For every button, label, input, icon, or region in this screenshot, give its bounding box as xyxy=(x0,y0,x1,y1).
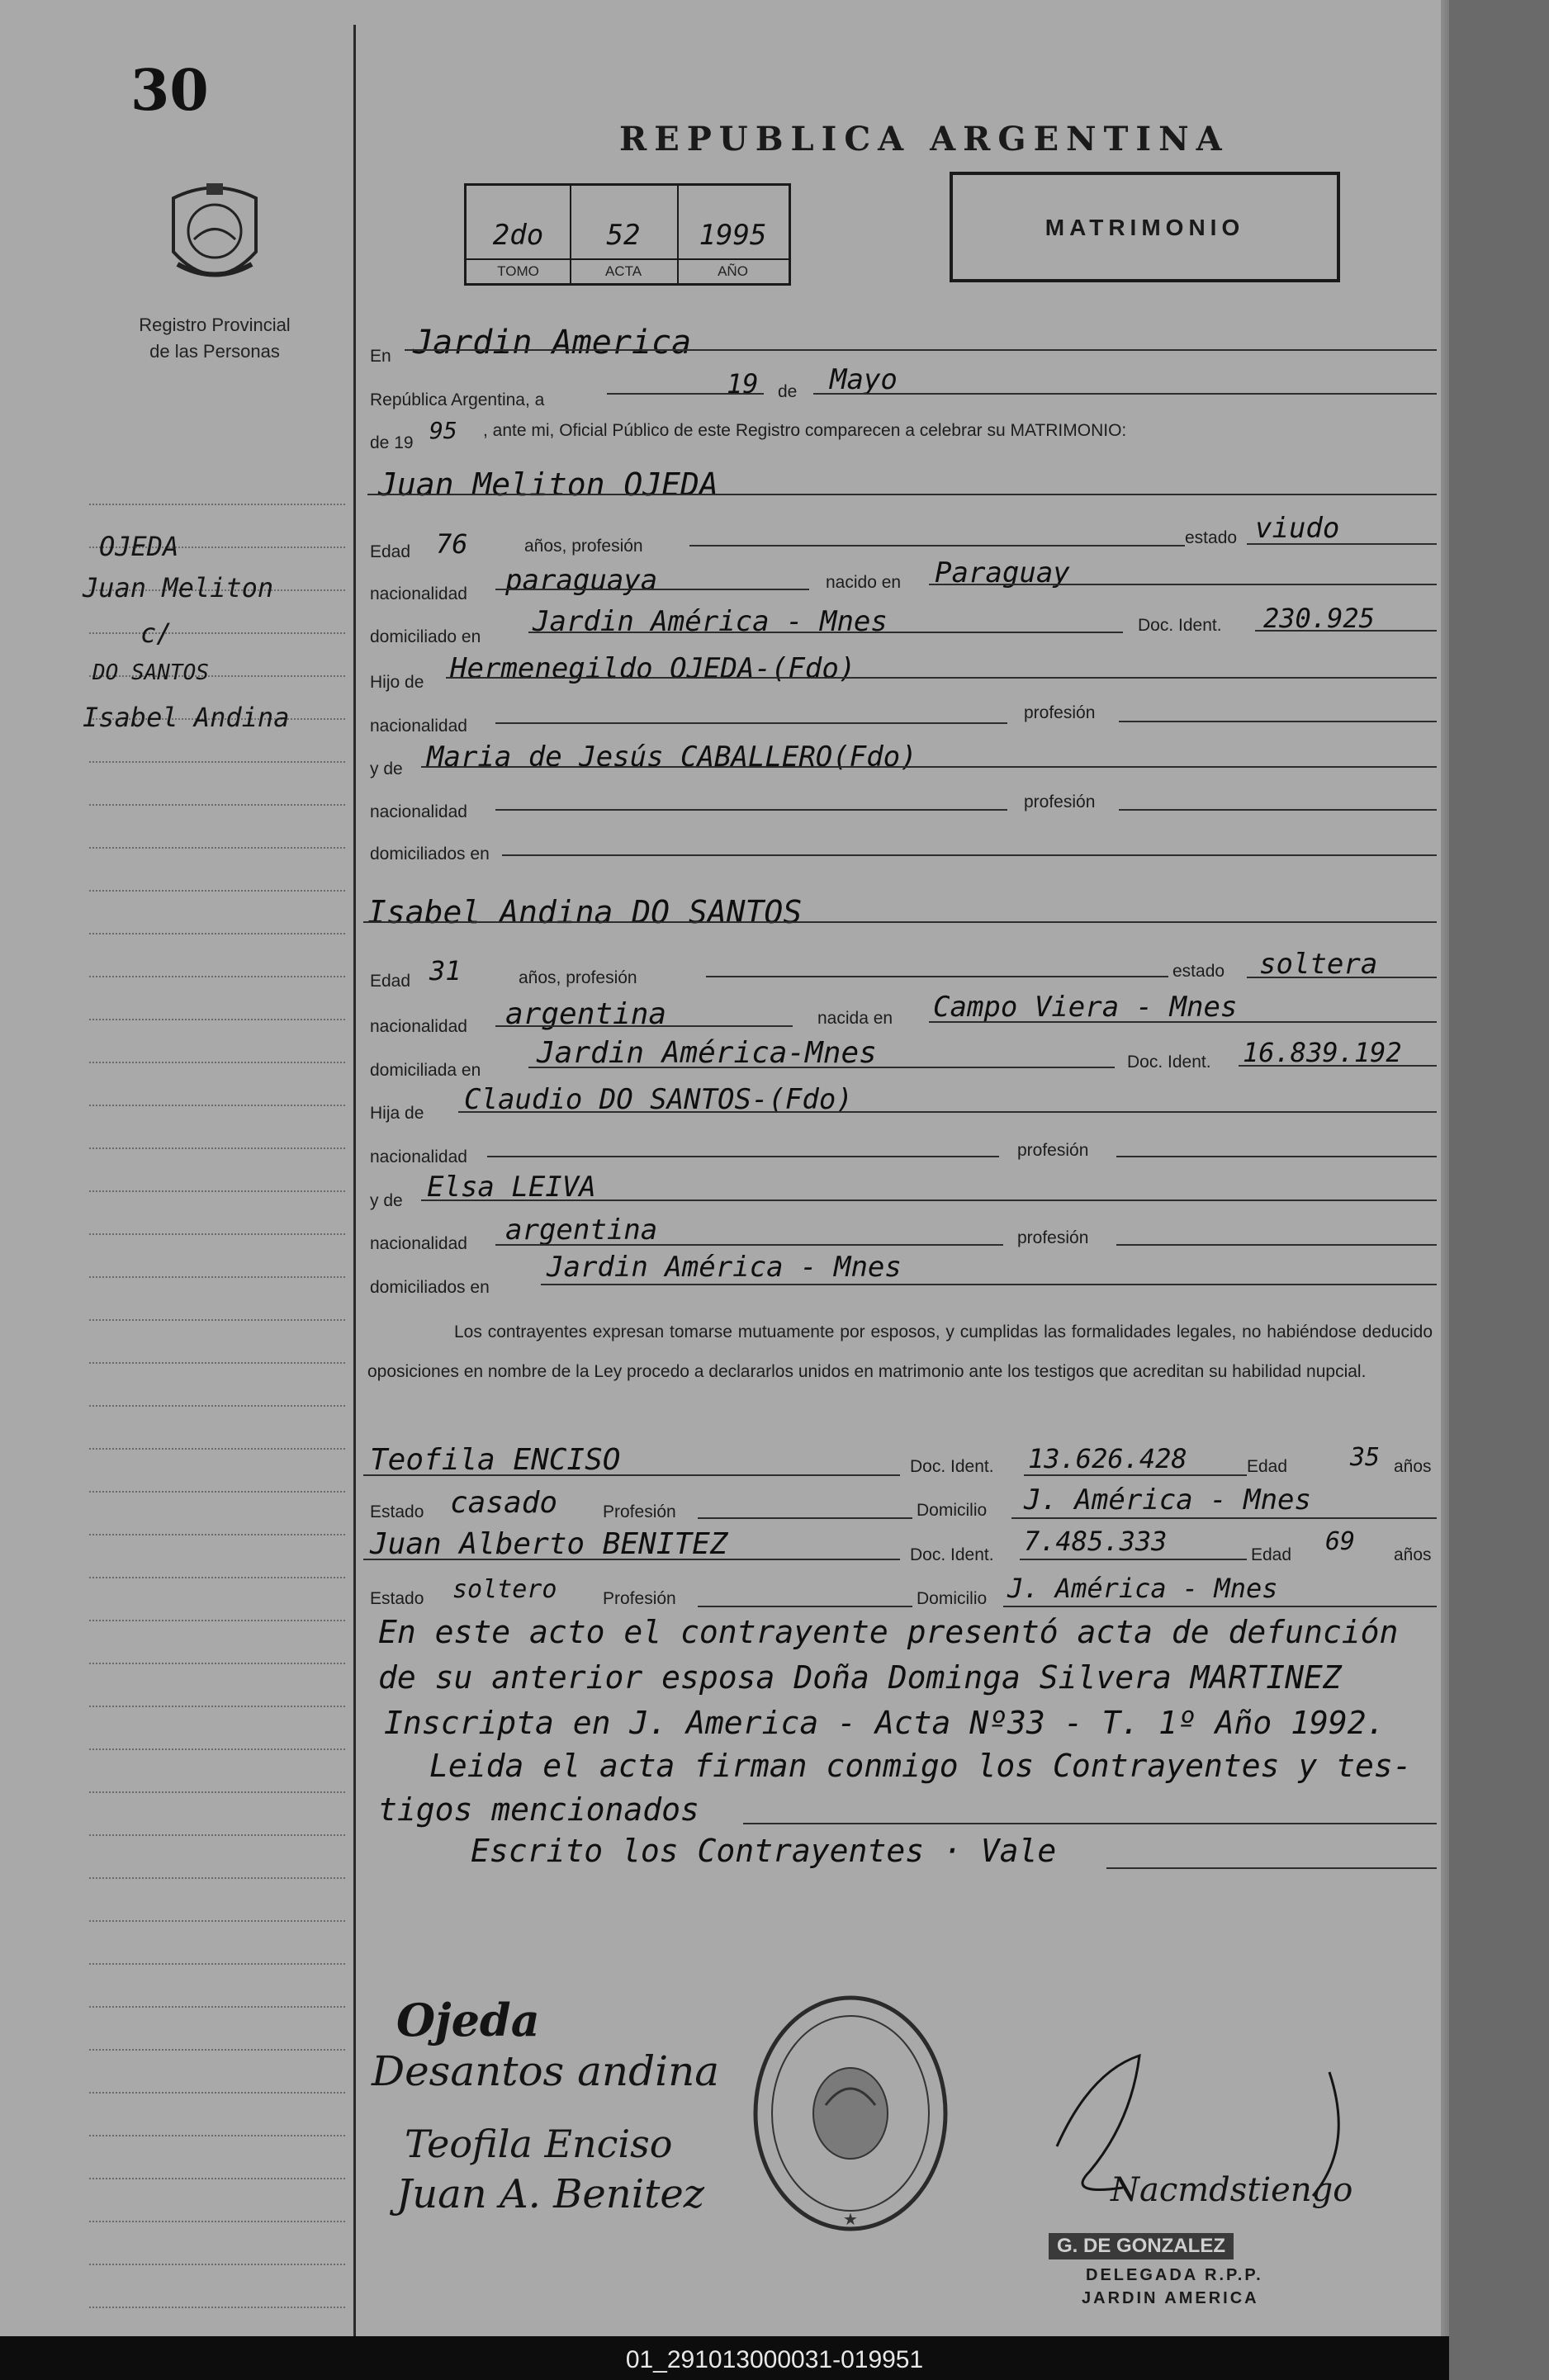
bride-prof-label-3: profesión xyxy=(1017,1228,1089,1247)
bride-doc-line xyxy=(1239,1065,1437,1067)
groom-nacionalidad-label: nacionalidad xyxy=(370,584,467,603)
witness2-name: Juan Alberto BENITEZ xyxy=(370,1527,728,1561)
witness1-age: 35 xyxy=(1350,1443,1381,1472)
day-line xyxy=(607,393,764,395)
bride-domicile: Jardin América-Mnes xyxy=(537,1036,877,1070)
witness1-doc-line xyxy=(1024,1474,1247,1476)
margin-ruled-line xyxy=(89,761,345,763)
margin-ruled-line xyxy=(89,1190,345,1192)
country-heading: REPUBLICA ARGENTINA xyxy=(619,120,1229,159)
next-page-edge xyxy=(1449,0,1549,2380)
margin-ruled-line xyxy=(89,1276,345,1278)
bride-father-nat-line xyxy=(487,1156,999,1157)
groom-birthplace: Paraguay xyxy=(935,556,1070,589)
marriage-month: Mayo xyxy=(830,363,898,396)
witness2-profesion-label: Profesión xyxy=(603,1589,676,1608)
marriage-place: Jardin America xyxy=(413,324,692,362)
observation-line-3: Inscripta en J. America - Acta Nº33 - T. 1º Año 1992. xyxy=(384,1705,1386,1741)
comparecen-label: , ante mi, Oficial Público de este Registro comparecen a celebrar su MATRIMONIO: xyxy=(483,421,1127,440)
groom-domicile-line xyxy=(528,632,1123,633)
groom-nacido-label: nacido en xyxy=(826,573,902,592)
officer-signature: Nacmdstiengo xyxy=(1111,2171,1353,2209)
groom-birthplace-line xyxy=(929,584,1437,585)
groom-nationality-line xyxy=(495,589,809,590)
margin-ruled-line xyxy=(89,1577,345,1578)
witness2-domicile: J. América - Mnes xyxy=(1007,1573,1278,1604)
groom-domiciliado-label: domiciliado en xyxy=(370,627,481,646)
witness2-anos-label: años xyxy=(1394,1545,1432,1564)
ano-value: 1995 xyxy=(699,219,767,252)
margin-ruled-line xyxy=(89,1448,345,1450)
margin-ruled-line xyxy=(89,2092,345,2094)
observation-close-line xyxy=(1106,1867,1437,1869)
bride-nationality: argentina xyxy=(505,997,667,1031)
bride-doc: 16.839.192 xyxy=(1243,1037,1402,1068)
observation-line-2: de su anterior esposa Doña Dominga Silvera MARTINEZ xyxy=(378,1659,1342,1696)
groom-father-prof-line xyxy=(1119,721,1437,722)
record-type-box xyxy=(950,172,1340,282)
witness1-doc-label: Doc. Ident. xyxy=(910,1457,994,1476)
margin-ruled-line xyxy=(89,1105,345,1106)
provincial-crest-icon xyxy=(161,173,268,297)
margin-ruled-line xyxy=(89,933,345,934)
margin-ruled-line xyxy=(89,1963,345,1965)
groom-edad-label: Edad xyxy=(370,542,411,561)
bride-father-line xyxy=(458,1111,1437,1113)
witness2-domicile-line xyxy=(1003,1606,1437,1607)
bride-signature: Desantos andina xyxy=(372,2047,720,2095)
tomo-cell xyxy=(467,186,571,283)
observation-line-4: Leida el acta firman conmigo los Contrayentes y tes- xyxy=(429,1748,1412,1784)
margin-ruled-line xyxy=(89,632,345,634)
witness1-doc: 13.626.428 xyxy=(1028,1443,1187,1474)
margin-ruled-line xyxy=(89,2221,345,2222)
groom-mother-prof-line xyxy=(1119,809,1437,811)
bride-nacida-label: nacida en xyxy=(817,1009,893,1028)
observation-end-line xyxy=(743,1823,1437,1824)
stamp-title: DELEGADA R.P.P. xyxy=(1086,2266,1263,2284)
witness2-name-line xyxy=(363,1559,900,1560)
observation-line-1: En este acto el contrayente presentó acta de defunción xyxy=(378,1614,1399,1650)
witness1-profesion-label: Profesión xyxy=(603,1502,676,1521)
groom-doc-line xyxy=(1255,630,1437,632)
tomo-value: 2do xyxy=(492,219,544,252)
margin-ruled-line xyxy=(89,1920,345,1922)
margin-ruled-line xyxy=(89,1791,345,1793)
bride-birthplace: Campo Viera - Mnes xyxy=(933,991,1238,1024)
bride-estado-label: estado xyxy=(1172,962,1225,981)
groom-father-nat-line xyxy=(495,722,1007,724)
bride-edad-label: Edad xyxy=(370,972,411,991)
groom-age: 76 xyxy=(436,528,468,560)
margin-ruled-line xyxy=(89,2049,345,2051)
margin-note-surname: OJEDA xyxy=(99,531,179,562)
declaration-text xyxy=(367,1313,1433,1392)
observation-line-6: Escrito los Contrayentes · Vale xyxy=(471,1833,1057,1869)
margin-ruled-line xyxy=(89,1062,345,1063)
groom-doc-label: Doc. Ident. xyxy=(1138,616,1222,635)
margin-note-bride-surname: DO SANTOS xyxy=(92,660,209,685)
bride-prof-label-2: profesión xyxy=(1017,1141,1089,1160)
stamp-officer-name: G. DE GONZALEZ xyxy=(1049,2233,1234,2259)
witness1-profession-line xyxy=(698,1517,912,1519)
margin-ruled-line xyxy=(89,2006,345,2008)
bride-name: Isabel Andina DO SANTOS xyxy=(367,894,803,930)
margin-ruled-line xyxy=(89,1663,345,1664)
groom-mother-nat-line xyxy=(495,809,1007,811)
witness2-doc: 7.485.333 xyxy=(1024,1526,1168,1557)
margin-ruled-line xyxy=(89,1534,345,1535)
groom-nac-label-3: nacionalidad xyxy=(370,802,467,821)
acta-value: 52 xyxy=(606,219,641,252)
groom-parents-domicile-line xyxy=(502,854,1437,856)
registry-line-2: de las Personas xyxy=(149,341,280,362)
witness1-edad-label: Edad xyxy=(1247,1457,1288,1476)
svg-text:★: ★ xyxy=(843,2211,858,2229)
declaration-body: Los contrayentes expresan tomarse mutuamente por esposos, y cumplidas las formalidades legales, no habiéndose deducido oposiciones en nombre de la Ley procedo a declararlos unidos en matrimonio ante los testigos que acreditan su habilidad nupcial. xyxy=(367,1322,1433,1381)
ano-label: AÑO xyxy=(677,258,789,280)
margin-ruled-line xyxy=(89,2264,345,2265)
margin-ruled-line xyxy=(89,1362,345,1364)
bride-yde-label: y de xyxy=(370,1191,403,1210)
witness1-signature: Teofila Enciso xyxy=(405,2122,673,2166)
de-label: de xyxy=(778,382,798,401)
witness2-edad-label: Edad xyxy=(1251,1545,1292,1564)
year-suffix: 95 xyxy=(429,417,457,444)
bride-parents-domicile: Jardin América - Mnes xyxy=(547,1251,902,1284)
groom-doc: 230.925 xyxy=(1263,603,1375,634)
margin-ruled-line xyxy=(89,804,345,806)
margin-note-given-names: Juan Meliton xyxy=(83,572,274,603)
bride-nationality-line xyxy=(495,1025,793,1027)
bride-profession-line xyxy=(706,976,1168,977)
witness2-signature: Juan A. Benitez xyxy=(396,2171,705,2217)
groom-father-line xyxy=(446,677,1437,679)
witness1-estado: casado xyxy=(450,1486,558,1520)
bride-domiciliada-label: domiciliada en xyxy=(370,1061,481,1080)
margin-ruled-line xyxy=(89,1748,345,1750)
margin-ruled-line xyxy=(89,1233,345,1235)
bride-hija-label: Hija de xyxy=(370,1104,424,1123)
witness2-doc-line xyxy=(1020,1559,1247,1560)
place-line xyxy=(405,349,1437,351)
bride-parents-domicile-line xyxy=(541,1284,1437,1285)
acta-label: ACTA xyxy=(570,258,677,280)
groom-hijo-label: Hijo de xyxy=(370,673,424,692)
groom-nationality: paraguaya xyxy=(505,564,658,597)
groom-signature: Ojeda xyxy=(396,1994,540,2046)
margin-ruled-line xyxy=(89,2178,345,2179)
registry-name xyxy=(107,312,322,365)
month-line xyxy=(813,393,1437,395)
margin-ruled-line xyxy=(89,976,345,977)
margin-ruled-line xyxy=(89,1147,345,1149)
acta-cell xyxy=(570,186,679,283)
margin-ruled-line xyxy=(89,847,345,849)
margin-ruled-line xyxy=(89,1620,345,1621)
observation-line-5: tigos mencionados xyxy=(378,1791,699,1828)
bride-mother-nat-line xyxy=(495,1244,1003,1246)
groom-name: Juan Meliton OJEDA xyxy=(378,466,718,503)
witness2-domicilio-label: Domicilio xyxy=(917,1589,988,1608)
year-prefix: de 19 xyxy=(370,433,414,452)
witness2-estado: soltero xyxy=(452,1575,557,1604)
bride-mother-line xyxy=(421,1199,1437,1201)
bride-nacionalidad-label: nacionalidad xyxy=(370,1017,467,1036)
groom-mother-line xyxy=(421,766,1437,768)
bride-anos-label: años, profesión xyxy=(519,968,637,987)
bride-domiciliados-label: domiciliados en xyxy=(370,1278,490,1297)
witness1-estado-label: Estado xyxy=(370,1502,424,1521)
marriage-day: 19 xyxy=(727,368,759,400)
margin-ruled-line xyxy=(89,890,345,892)
bride-birthplace-line xyxy=(929,1021,1437,1023)
bride-nac-label-3: nacionalidad xyxy=(370,1234,467,1253)
witness1-anos-label: años xyxy=(1394,1457,1432,1476)
bride-mother: Elsa LEIVA xyxy=(427,1171,596,1204)
margin-ruled-line xyxy=(89,2307,345,2308)
margin-ruled-line xyxy=(89,1491,345,1493)
groom-nac-label-2: nacionalidad xyxy=(370,717,467,736)
margin-ruled-line xyxy=(89,1019,345,1020)
margin-rule xyxy=(353,25,356,2336)
witness1-name-line xyxy=(363,1474,900,1476)
groom-estado-label: estado xyxy=(1185,528,1238,547)
record-type: MATRIMONIO xyxy=(1045,215,1245,240)
witness2-estado-label: Estado xyxy=(370,1589,424,1608)
en-label: En xyxy=(370,347,391,366)
groom-prof-label-3: profesión xyxy=(1024,793,1096,811)
groom-name-line xyxy=(367,494,1437,495)
republica-label: República Argentina, a xyxy=(370,390,545,409)
groom-yde-label: y de xyxy=(370,759,403,778)
bride-estado-line xyxy=(1247,977,1437,978)
bride-doc-label: Doc. Ident. xyxy=(1127,1053,1211,1072)
bride-estado: soltera xyxy=(1259,948,1378,981)
witness2-doc-label: Doc. Ident. xyxy=(910,1545,994,1564)
bride-domicile-line xyxy=(528,1067,1115,1068)
bride-mother-nationality: argentina xyxy=(505,1214,658,1247)
margin-ruled-line xyxy=(89,1706,345,1707)
margin-ruled-line xyxy=(89,2135,345,2136)
bride-father: Claudio DO SANTOS-(Fdo) xyxy=(464,1083,853,1116)
witness2-age: 69 xyxy=(1325,1527,1356,1556)
groom-mother: Maria de Jesús CABALLERO(Fdo) xyxy=(427,740,917,774)
scan-file-id: 01_291013000031-019951 xyxy=(625,2346,924,2373)
folio-number: 30 xyxy=(130,58,209,124)
bride-mother-prof-line xyxy=(1116,1244,1437,1246)
witness2-profession-line xyxy=(698,1606,912,1607)
witness1-domicile-line xyxy=(1011,1517,1437,1519)
groom-domicile: Jardin América - Mnes xyxy=(533,605,888,638)
margin-ruled-line xyxy=(89,1319,345,1321)
groom-domiciliados-label: domiciliados en xyxy=(370,845,490,864)
bride-name-line xyxy=(363,921,1437,923)
tomo-label: TOMO xyxy=(467,258,570,280)
margin-ruled-line xyxy=(89,1405,345,1407)
margin-note-bride-names: Isabel Andina xyxy=(83,702,290,733)
groom-father: Hermenegildo OJEDA-(Fdo) xyxy=(450,652,856,685)
record-number-box xyxy=(464,183,791,286)
groom-estado-line xyxy=(1247,543,1437,545)
groom-anos-label: años, profesión xyxy=(524,537,643,556)
bride-age: 31 xyxy=(429,955,462,987)
bride-father-prof-line xyxy=(1116,1156,1437,1157)
witness1-name: Teofila ENCISO xyxy=(370,1443,621,1477)
official-seal-icon xyxy=(747,1990,954,2237)
groom-profession-line xyxy=(689,545,1185,547)
margin-ruled-line xyxy=(89,1877,345,1879)
witness1-domicilio-label: Domicilio xyxy=(917,1501,988,1520)
stamp-location: JARDIN AMERICA xyxy=(1082,2289,1259,2307)
groom-prof-label-2: profesión xyxy=(1024,703,1096,722)
bride-nac-label-2: nacionalidad xyxy=(370,1147,467,1166)
margin-note-with: c/ xyxy=(140,617,173,649)
margin-ruled-line xyxy=(89,1834,345,1836)
groom-estado: viudo xyxy=(1255,512,1340,545)
ano-cell xyxy=(677,186,789,283)
witness1-domicile: J. América - Mnes xyxy=(1024,1483,1311,1516)
margin-ruled-line xyxy=(89,504,345,505)
registry-line-1: Registro Provincial xyxy=(139,315,291,335)
